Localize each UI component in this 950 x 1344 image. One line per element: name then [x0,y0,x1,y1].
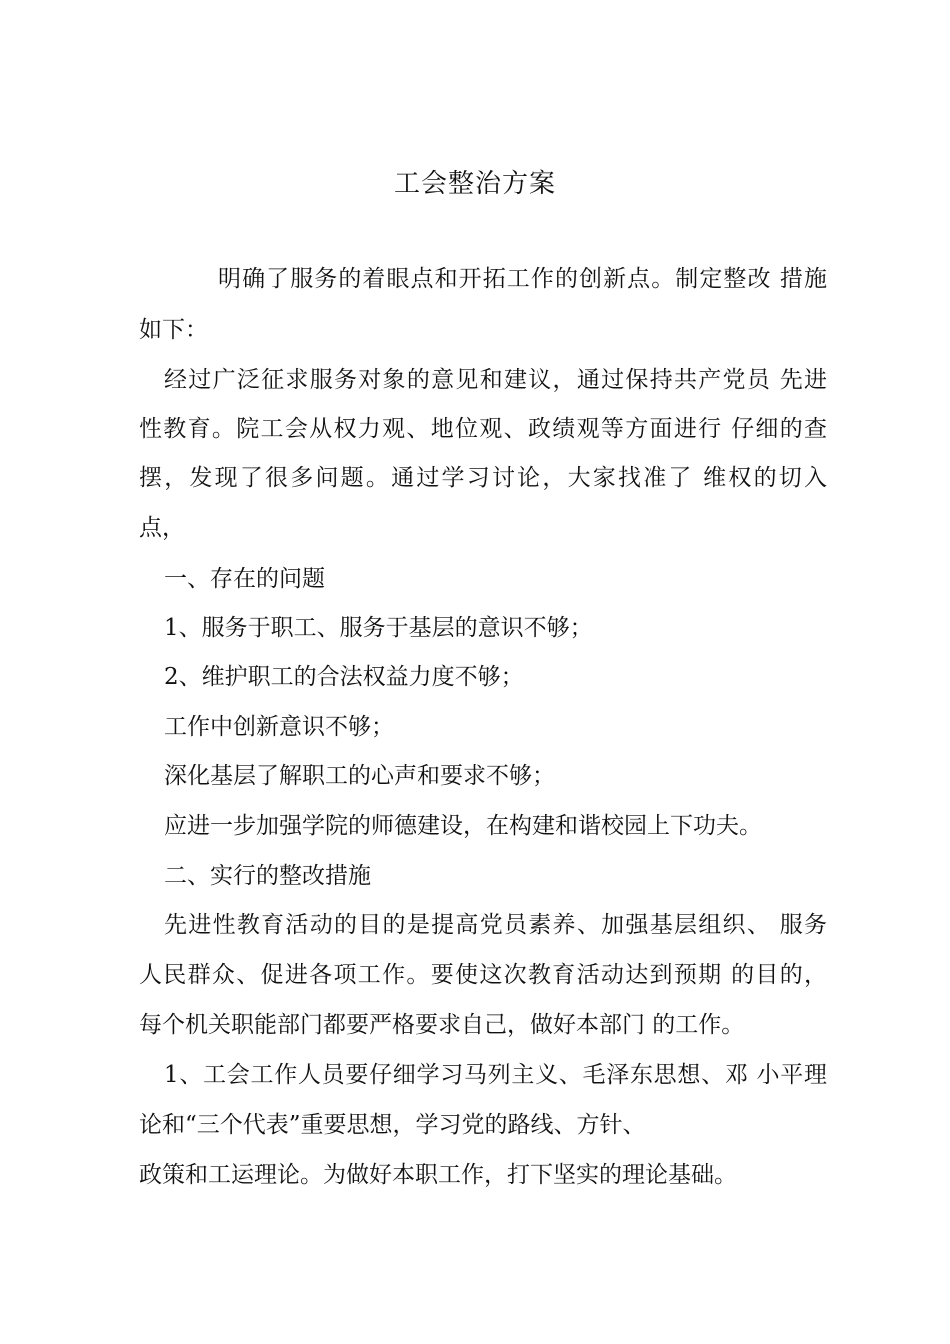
list-item: 2、维护职工的合法权益力度不够； [164,664,524,690]
paragraph-line: 人民群众、促进各项工作。要使这次教育活动达到预期 的目的， [139,962,827,988]
paragraph-line: 论和“三个代表”重要思想，学习党的路线、方针、 [139,1112,646,1138]
paragraph-line: 每个机关职能部门都要严格要求自己，做好本部门 的工作。 [139,1012,745,1038]
list-item: 1、工会工作人员要仔细学习马列主义、毛泽东思想、邓 小平理 [164,1062,827,1088]
paragraph-line: 性教育。院工会从权力观、地位观、政绩观等方面进行 仔细的查 [139,416,827,442]
paragraph-line: 经过广泛征求服务对象的意见和建议，通过保持共产党员 先进 [164,367,827,393]
paragraph-line: 摆，发现了很多问题。通过学习讨论，大家找准了 维权的切入 [139,465,827,491]
list-item: 工作中创新意识不够； [164,714,394,740]
section-heading: 二、实行的整改措施 [164,863,371,889]
paragraph-line: 如下： [139,317,208,343]
paragraph-line: 政策和工运理论。为做好本职工作，打下坚实的理论基础。 [139,1162,737,1188]
paragraph-line: 先进性教育活动的目的是提高党员素养、加强基层组织、 服务 [164,912,827,938]
list-item: 应进一步加强学院的师德建设，在构建和谐校园上下功夫。 [164,813,762,839]
list-item: 深化基层了解职工的心声和要求不够； [164,763,555,789]
paragraph-line: 明确了服务的着眼点和开拓工作的创新点。制定整改 措施 [218,266,827,292]
paragraph-line: 点， [139,515,185,541]
document-title: 工会整治方案 [393,169,556,199]
list-item: 1、服务于职工、服务于基层的意识不够； [164,615,593,641]
section-heading: 一、存在的问题 [164,566,325,592]
